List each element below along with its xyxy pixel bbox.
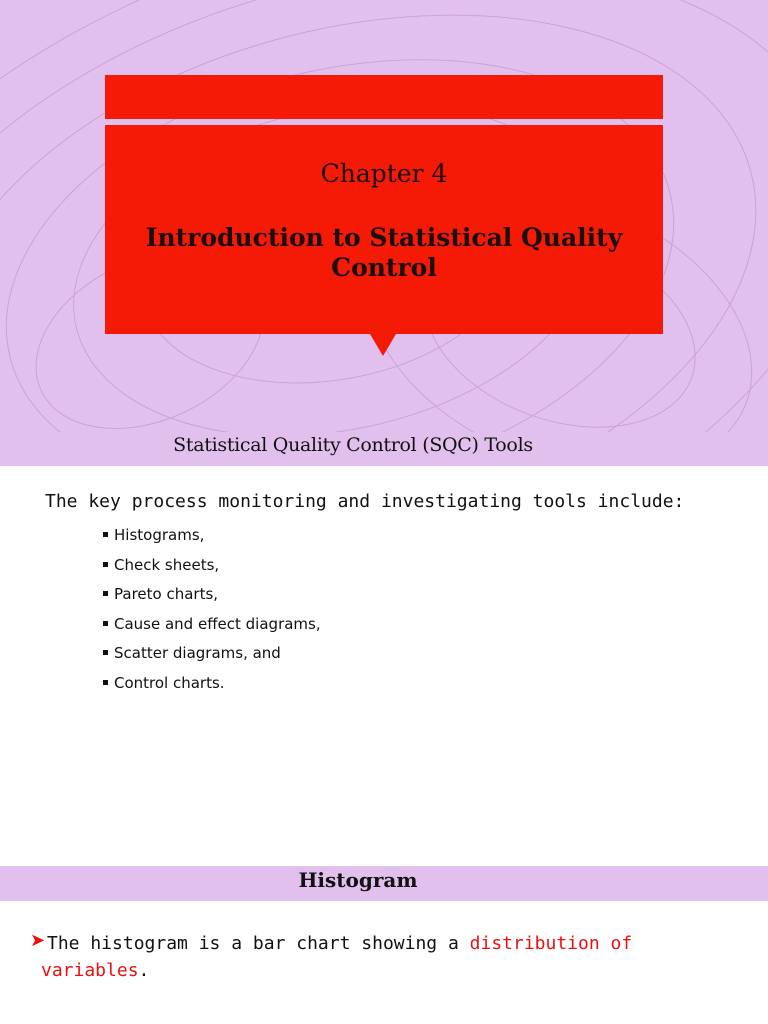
list-item-label: Check sheets, xyxy=(114,555,220,574)
definition-text: The histogram is a bar chart showing a xyxy=(47,933,470,954)
square-bullet-icon xyxy=(103,680,108,685)
slide2-title: Statistical Quality Control (SQC) Tools xyxy=(173,434,533,456)
square-bullet-icon xyxy=(103,562,108,567)
definition-highlight-2: variables xyxy=(41,960,139,981)
definition-end: . xyxy=(138,960,150,981)
tools-list xyxy=(103,524,321,702)
header-accent-bar xyxy=(105,75,663,119)
list-item-label: Scatter diagrams, and xyxy=(114,644,281,663)
list-item xyxy=(103,583,321,613)
square-bullet-icon xyxy=(103,650,108,655)
title-slide xyxy=(0,0,768,432)
slide3-title: Histogram xyxy=(298,868,418,892)
list-item xyxy=(103,672,321,702)
list-item xyxy=(103,642,321,672)
arrow-bullet-icon: ➤ xyxy=(30,930,46,951)
chapter-label: Chapter 4 xyxy=(320,159,448,188)
square-bullet-icon xyxy=(103,591,108,596)
list-item-label: Histograms, xyxy=(114,526,205,544)
square-bullet-icon xyxy=(103,532,108,537)
list-item-label: Pareto charts, xyxy=(114,585,219,604)
callout-pointer xyxy=(370,334,396,356)
list-item-label: Cause and effect diagrams, xyxy=(114,614,321,633)
list-item xyxy=(103,554,321,584)
list-item xyxy=(103,524,321,554)
square-bullet-icon xyxy=(103,621,108,626)
histogram-definition xyxy=(41,930,747,984)
list-item xyxy=(103,613,321,643)
definition-highlight-1: distribution of xyxy=(469,933,633,954)
chapter-title: Introduction to Statistical Quality Control xyxy=(145,223,623,282)
slide2-lead-text: The key process monitoring and investigating tools include: xyxy=(45,491,685,512)
list-item-label: Control charts. xyxy=(114,673,225,692)
